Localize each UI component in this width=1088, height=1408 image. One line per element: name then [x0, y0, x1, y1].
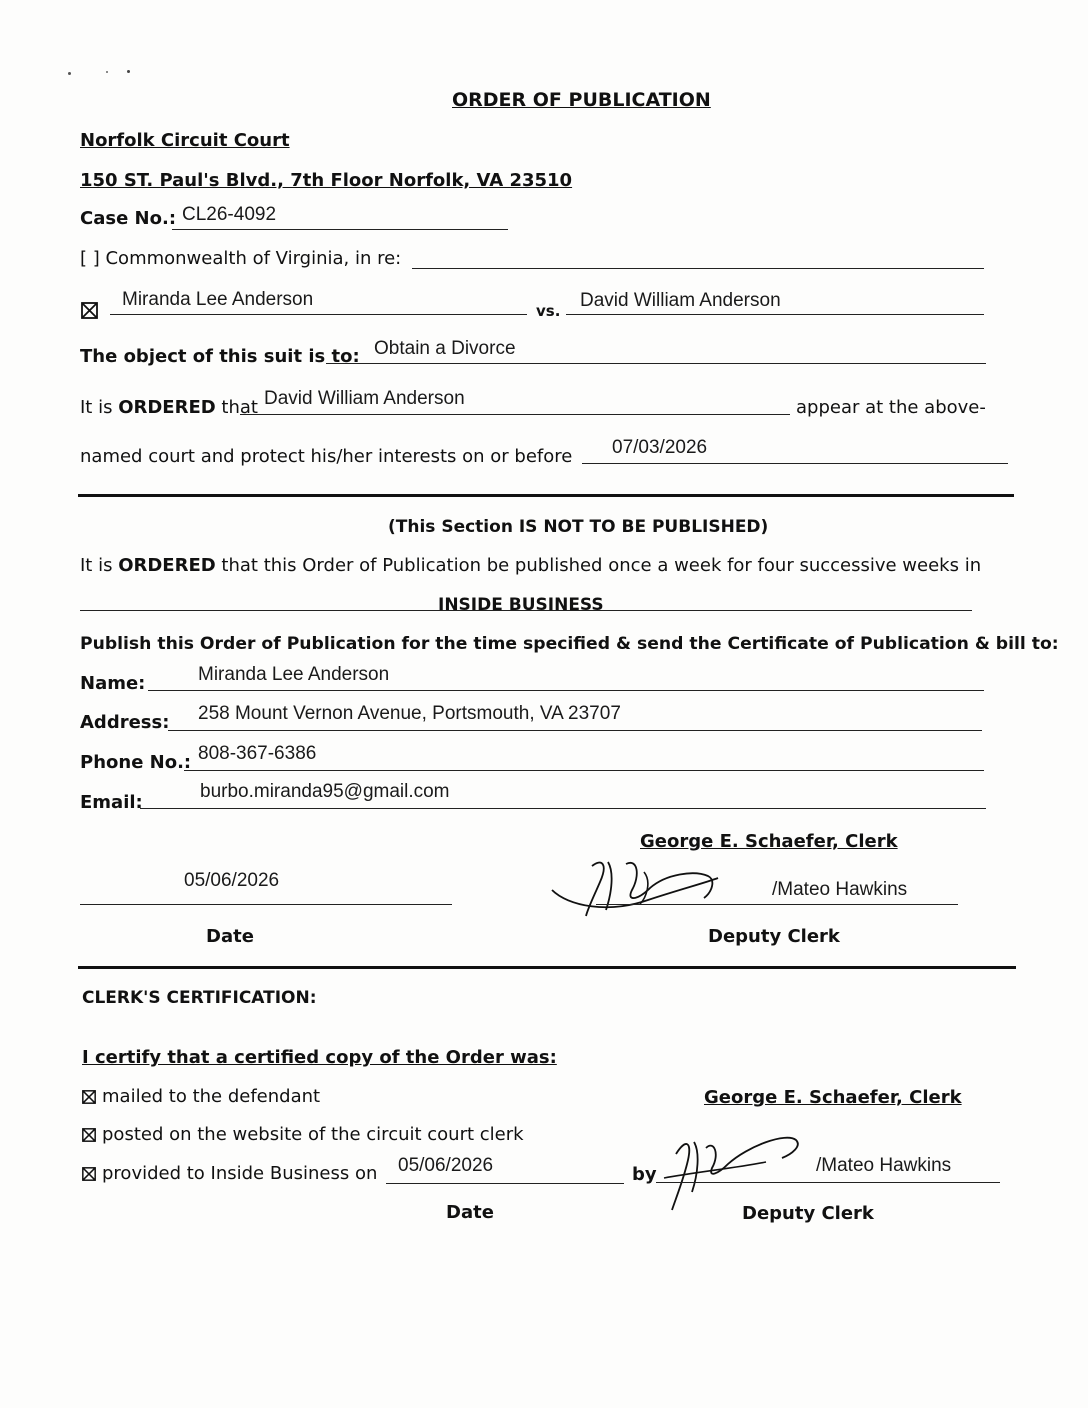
publication-name: INSIDE BUSINESS	[438, 595, 604, 615]
address-line	[168, 730, 982, 731]
certify-text: I certify that a certified copy of the Order was:	[82, 1047, 557, 1068]
cert-item-provided-label: provided to Inside Business on	[102, 1163, 378, 1184]
cert-item-mailed	[82, 1086, 320, 1108]
cert-item-posted	[82, 1124, 524, 1146]
named-court-text: named court and protect his/her interests on or before	[80, 446, 573, 467]
checked-box-icon	[82, 1090, 96, 1104]
commonwealth-label: [ ] Commonwealth of Virginia, in re:	[80, 248, 402, 269]
scan-speck	[127, 70, 130, 73]
cert-deputy-name: /Mateo Hawkins	[816, 1155, 952, 1176]
checked-box-icon	[81, 302, 98, 319]
cert-item-provided	[82, 1163, 377, 1185]
date-label: Date	[206, 926, 254, 947]
ordered-that: that	[215, 397, 258, 418]
defendant-name: David William Anderson	[580, 290, 781, 311]
publish-order-text	[80, 555, 981, 577]
name-value: Miranda Lee Anderson	[198, 664, 390, 685]
name-line	[148, 690, 984, 691]
certification-heading: CLERK'S CERTIFICATION:	[82, 988, 317, 1008]
object-line	[326, 363, 986, 364]
deputy-signature	[548, 852, 728, 922]
scan-speck	[68, 72, 71, 75]
case-label: Case No.:	[80, 208, 177, 229]
name-label: Name:	[80, 673, 146, 694]
address-label: Address:	[80, 712, 170, 733]
defendant-line	[566, 314, 984, 315]
ordered-word: ORDERED	[118, 397, 216, 418]
ordered-prefix: It is	[80, 397, 119, 418]
cert-item-posted-label: posted on the website of the circuit court clerk	[102, 1124, 524, 1145]
deputy-label: Deputy Clerk	[708, 926, 840, 947]
court-name: Norfolk Circuit Court	[80, 130, 290, 151]
object-value: Obtain a Divorce	[374, 338, 516, 359]
address-value: 258 Mount Vernon Avenue, Portsmouth, VA 23707	[198, 703, 621, 724]
scan-speck	[106, 71, 108, 73]
ordered-party-line	[240, 414, 790, 415]
email-line	[140, 808, 986, 809]
plaintiff-line	[110, 314, 527, 315]
cert-date-label: Date	[446, 1202, 494, 1223]
object-label: The object of this suit is to:	[80, 346, 360, 367]
cert-date: 05/06/2026	[398, 1155, 494, 1176]
appear-date-line	[582, 463, 1008, 464]
case-line	[172, 229, 508, 230]
document-title: ORDER OF PUBLICATION	[452, 89, 711, 111]
publish-order-word: ORDERED	[118, 555, 216, 576]
plaintiff-name: Miranda Lee Anderson	[122, 289, 314, 310]
court-address: 150 ST. Paul's Blvd., 7th Floor Norfolk, VA 23510	[80, 170, 573, 191]
cert-deputy-label: Deputy Clerk	[742, 1203, 874, 1224]
cert-date-line	[386, 1183, 624, 1184]
checked-box-icon	[82, 1167, 96, 1181]
certification-divider	[78, 966, 1016, 969]
order-date: 05/06/2026	[184, 870, 280, 891]
case-number: CL26-4092	[182, 204, 277, 225]
email-value: burbo.miranda95@gmail.com	[200, 781, 450, 802]
cert-deputy-line	[656, 1182, 1000, 1183]
publish-order-prefix: It is	[80, 555, 119, 576]
phone-line	[184, 770, 984, 771]
phone-label: Phone No.:	[80, 752, 192, 773]
publish-order-rest: that this Order of Publication be published once a week for four successive weeks in	[215, 555, 982, 576]
vs-label: vs.	[536, 302, 561, 320]
cert-clerk-name: George E. Schaefer, Clerk	[704, 1087, 962, 1108]
appear-date: 07/03/2026	[612, 437, 708, 458]
cert-deputy-signature	[656, 1128, 806, 1214]
commonwealth-line	[412, 268, 984, 269]
checked-box-icon	[82, 1128, 96, 1142]
order-date-line	[80, 904, 452, 905]
by-label: by	[632, 1164, 657, 1185]
cert-item-mailed-label: mailed to the defendant	[102, 1086, 321, 1107]
email-label: Email:	[80, 792, 143, 813]
send-instructions: Publish this Order of Publication for the time specified & send the Certificate of Publication & bill to:	[80, 634, 1059, 654]
section-divider	[78, 494, 1014, 497]
ordered-text	[80, 397, 258, 419]
deputy-line	[596, 904, 958, 905]
appear-text: appear at the above-	[796, 397, 986, 418]
phone-value: 808-367-6386	[198, 743, 317, 764]
clerk-name: George E. Schaefer, Clerk	[640, 831, 898, 852]
deputy-name: /Mateo Hawkins	[772, 879, 908, 900]
not-published-heading: (This Section IS NOT TO BE PUBLISHED)	[388, 517, 769, 537]
ordered-party: David William Anderson	[264, 388, 465, 409]
